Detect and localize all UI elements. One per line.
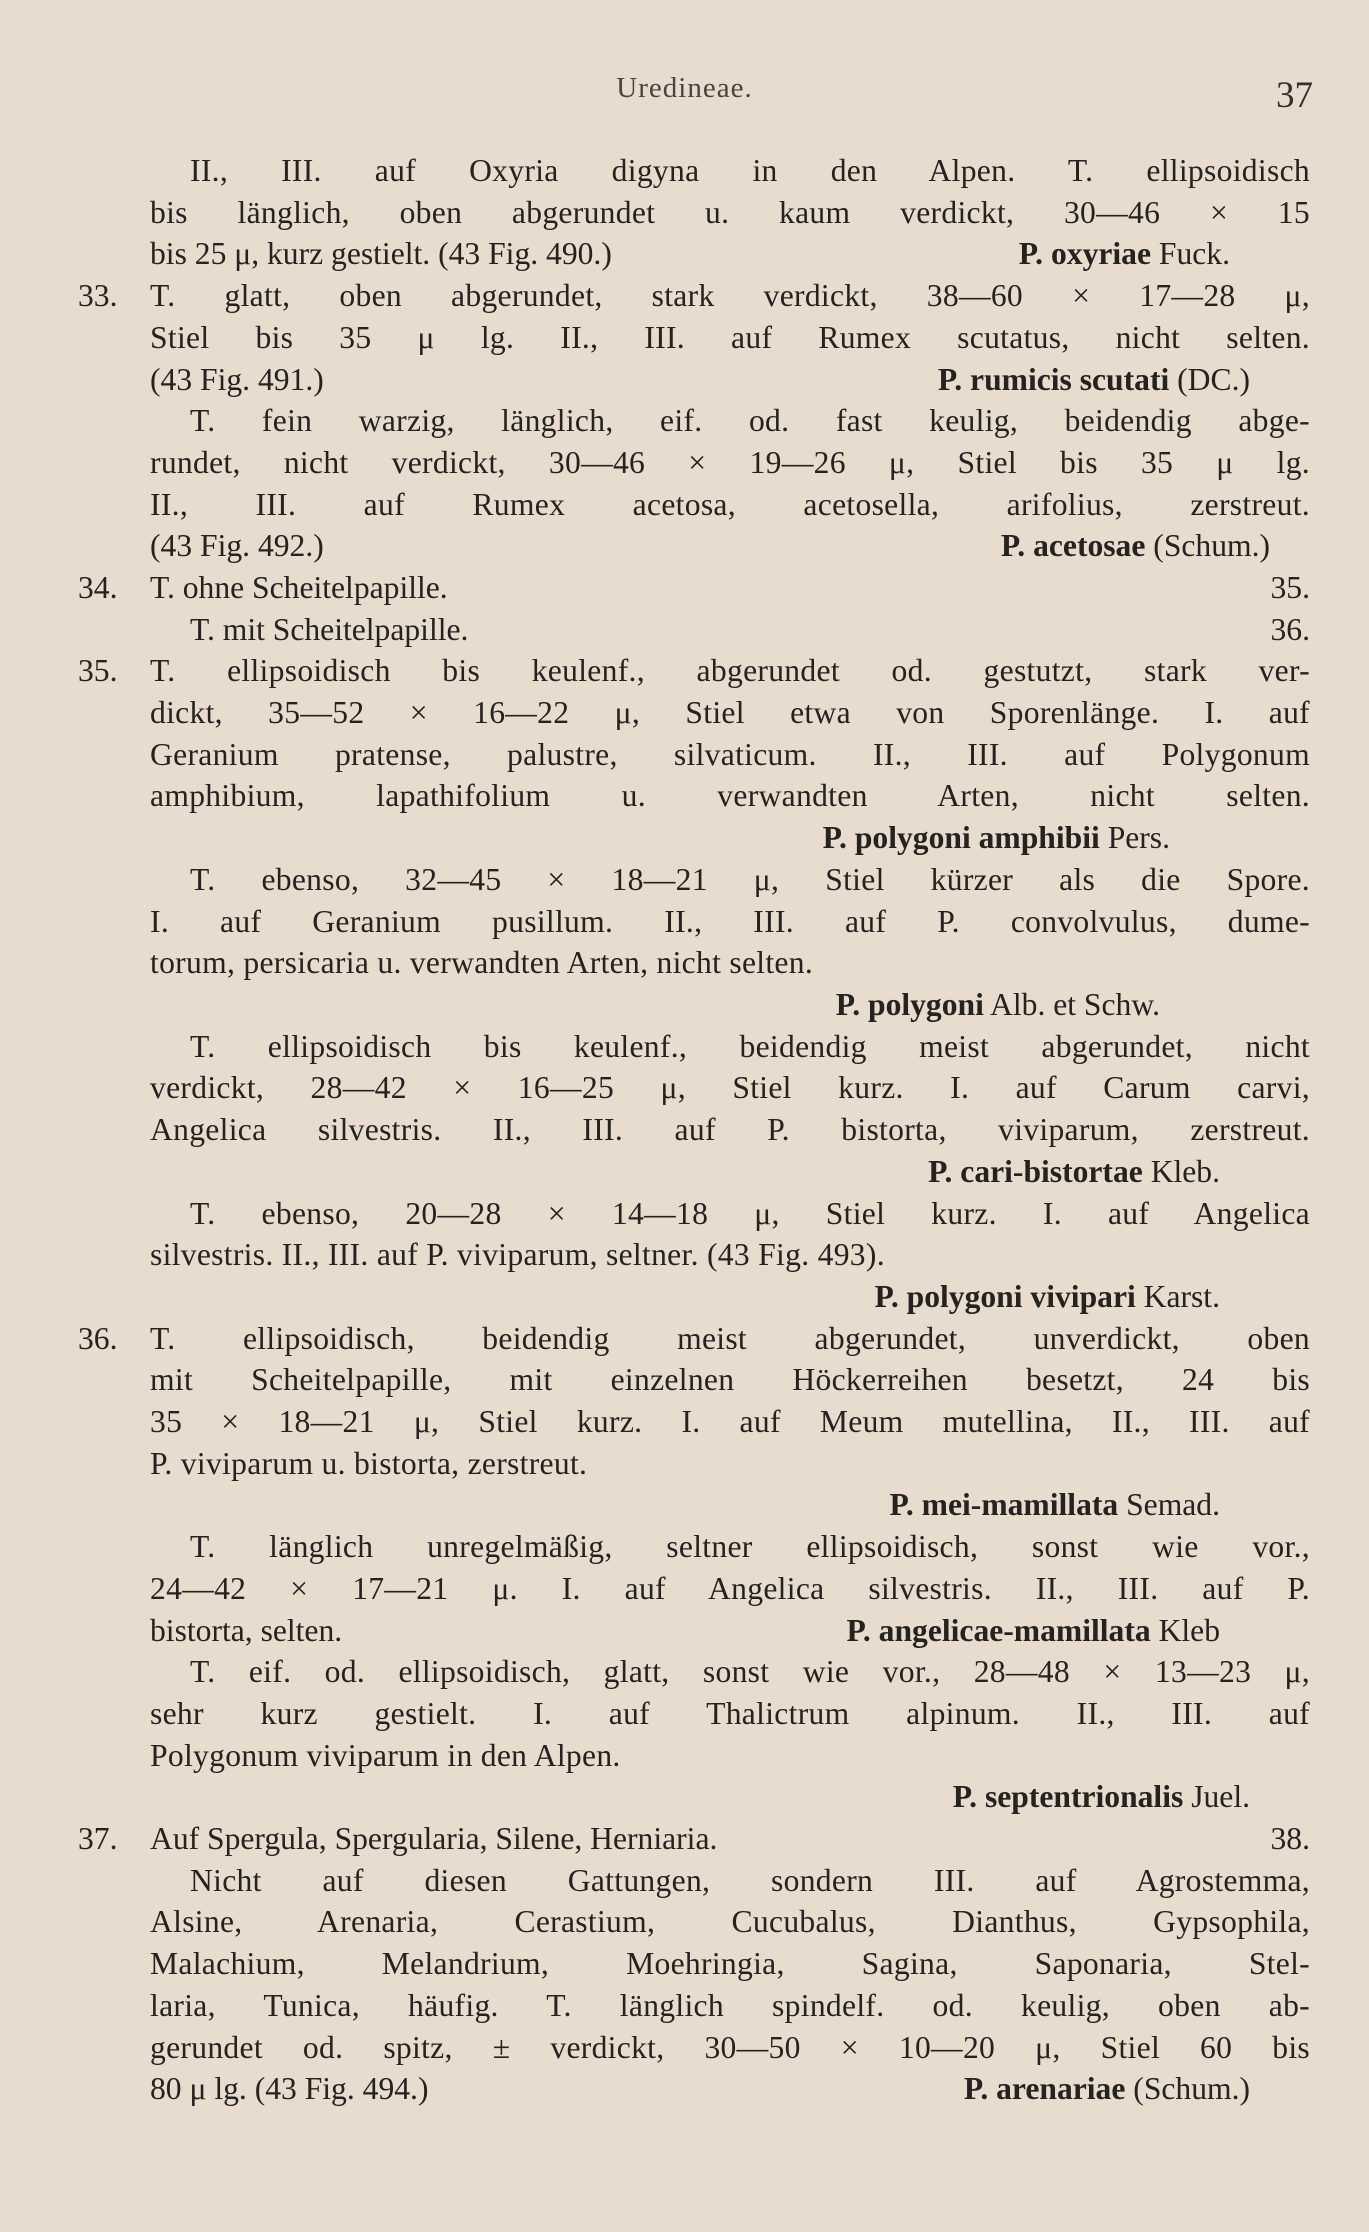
text-line: T. ohne Scheitelpapille. xyxy=(150,569,448,605)
text-line: P. viviparum u. bistorta, zerstreut. xyxy=(150,1445,588,1481)
species-name: P. cari-bistortae Kleb. xyxy=(928,1153,1220,1189)
entry-number: 34. xyxy=(78,569,118,605)
entry-33 xyxy=(78,275,1310,567)
text-line: T. ellipsoidisch bis keulenf., beidendig meist abgerundet, nicht xyxy=(190,1028,1310,1064)
text-line: Polygonum viviparum in den Alpen. xyxy=(150,1737,621,1773)
text-line: verdickt, 28—42 × 16—25 μ, Stiel kurz. I. auf Carum carvi, xyxy=(150,1070,1310,1106)
species-name: P. mei-mamillata Semad. xyxy=(889,1487,1220,1523)
species-name: P. polygoni vivipari Karst. xyxy=(874,1278,1220,1314)
text-line: bis 25 μ, kurz gestielt. (43 Fig. 490.) xyxy=(150,236,612,272)
text-line: (43 Fig. 492.) xyxy=(150,528,324,564)
text-line: Angelica silvestris. II., III. auf P. bistorta, viviparum, zerstreut. xyxy=(150,1112,1310,1148)
text-line-split xyxy=(150,359,1310,401)
entry-number: 37. xyxy=(78,1821,118,1857)
species-name: P. angelicae-mamillata Kleb xyxy=(846,1612,1220,1648)
text-line: T. ebenso, 32—45 × 18—21 μ, Stiel kürzer als die Spore. xyxy=(190,861,1310,897)
text-line: 24—42 × 17—21 μ. I. auf Angelica silvestris. II., III. auf P. xyxy=(150,1570,1310,1606)
text-line: T. länglich unregelmäßig, seltner ellipsoidisch, sonst wie vor., xyxy=(190,1529,1310,1565)
text-line: 80 μ lg. (43 Fig. 494.) xyxy=(150,2071,429,2107)
text-line: silvestris. II., III. auf P. viviparum, seltner. (43 Fig. 493). xyxy=(150,1237,885,1273)
text-line-split xyxy=(150,2068,1310,2110)
key-reference: 38. xyxy=(1270,1821,1310,1857)
species-name: P. rumicis scutati (DC.) xyxy=(937,361,1250,397)
text-line: Alsine, Arenaria, Cerastium, Cucubalus, Dianthus, Gypsophila, xyxy=(150,1904,1310,1940)
text-line: Stiel bis 35 μ lg. II., III. auf Rumex scutatus, nicht selten. xyxy=(150,319,1310,355)
text-line-split xyxy=(150,1610,1310,1652)
entry-number: 35. xyxy=(78,653,118,689)
text-line: I. auf Geranium pusillum. II., III. auf P. convolvulus, dume- xyxy=(150,903,1310,939)
text-line: T. mit Scheitelpapille. xyxy=(190,611,469,647)
text-line: gerundet od. spitz, ± verdickt, 30—50 × 10—20 μ, Stiel 60 bis xyxy=(150,2029,1310,2065)
entry-34 xyxy=(78,567,1310,650)
text-line: mit Scheitelpapille, mit einzelnen Höckerreihen besetzt, 24 bis xyxy=(150,1362,1310,1398)
species-name: P. polygoni Alb. et Schw. xyxy=(835,986,1160,1022)
text-line: (43 Fig. 491.) xyxy=(150,361,324,397)
species-name: P. arenariae (Schum.) xyxy=(963,2071,1250,2107)
text-line-split xyxy=(150,525,1310,567)
species-name: P. acetosae (Schum.) xyxy=(1000,528,1270,564)
species-name: P. polygoni amphibii Pers. xyxy=(822,820,1170,856)
entry-continuation xyxy=(78,150,1310,275)
text-line: Malachium, Melandrium, Moehringia, Sagina, Saponaria, Stel- xyxy=(150,1946,1310,1982)
text-line: T. ebenso, 20—28 × 14—18 μ, Stiel kurz. I. auf Angelica xyxy=(190,1195,1310,1231)
page-number: 37 xyxy=(1276,75,1313,116)
text-line: Auf Spergula, Spergularia, Silene, Herniaria. xyxy=(150,1821,718,1857)
key-text xyxy=(78,150,1310,2110)
text-line: bis länglich, oben abgerundet u. kaum verdickt, 30—46 × 15 xyxy=(150,194,1310,230)
entry-number: 36. xyxy=(78,1320,118,1356)
text-line: Nicht auf diesen Gattungen, sondern III. auf Agrostemma, xyxy=(190,1862,1310,1898)
text-line: 35 × 18—21 μ, Stiel kurz. I. auf Meum mutellina, II., III. auf xyxy=(150,1404,1310,1440)
entry-37 xyxy=(78,1818,1310,2110)
text-line: dickt, 35—52 × 16—22 μ, Stiel etwa von Sporenlänge. I. auf xyxy=(150,695,1310,731)
text-line-split xyxy=(150,1818,1310,1860)
text-line-split xyxy=(150,609,1310,651)
running-header: Uredineae. xyxy=(616,72,753,104)
text-line-split xyxy=(150,233,1310,275)
key-reference: 36. xyxy=(1270,611,1310,647)
text-line: T. ellipsoidisch, beidendig meist abgerundet, unverdickt, oben xyxy=(150,1320,1310,1356)
text-line: amphibium, lapathifolium u. verwandten Arten, nicht selten. xyxy=(150,778,1310,814)
text-line: Geranium pratense, palustre, silvaticum. II., III. auf Polygonum xyxy=(150,736,1310,772)
entry-35 xyxy=(78,650,1310,1317)
text-line: II., III. auf Oxyria digyna in den Alpen. T. ellipsoidisch xyxy=(190,153,1310,188)
text-line: II., III. auf Rumex acetosa, acetosella, arifolius, zerstreut. xyxy=(150,486,1310,522)
text-line: bistorta, selten. xyxy=(150,1612,343,1648)
text-line: torum, persicaria u. verwandten Arten, nicht selten. xyxy=(150,945,814,981)
text-line: T. glatt, oben abgerundet, stark verdickt, 38—60 × 17—28 μ, xyxy=(150,278,1310,314)
entry-36 xyxy=(78,1318,1310,1818)
text-line: rundet, nicht verdickt, 30—46 × 19—26 μ, Stiel bis 35 μ lg. xyxy=(150,444,1310,480)
text-line-split xyxy=(150,567,1310,609)
key-reference: 35. xyxy=(1270,569,1310,605)
species-name: P. septentrionalis Juel. xyxy=(952,1779,1250,1815)
text-line: T. eif. od. ellipsoidisch, glatt, sonst wie vor., 28—48 × 13—23 μ, xyxy=(190,1654,1310,1690)
text-line: sehr kurz gestielt. I. auf Thalictrum alpinum. II., III. auf xyxy=(150,1695,1310,1731)
text-line: laria, Tunica, häufig. T. länglich spindelf. od. keulig, oben ab- xyxy=(150,1987,1310,2023)
text-line: T. ellipsoidisch bis keulenf., abgerundet od. gestutzt, stark ver- xyxy=(150,653,1310,689)
text-line: T. fein warzig, länglich, eif. od. fast keulig, beidendig abge- xyxy=(190,403,1310,439)
entry-number: 33. xyxy=(78,278,118,314)
species-name: P. oxyriae Fuck. xyxy=(1018,236,1230,272)
